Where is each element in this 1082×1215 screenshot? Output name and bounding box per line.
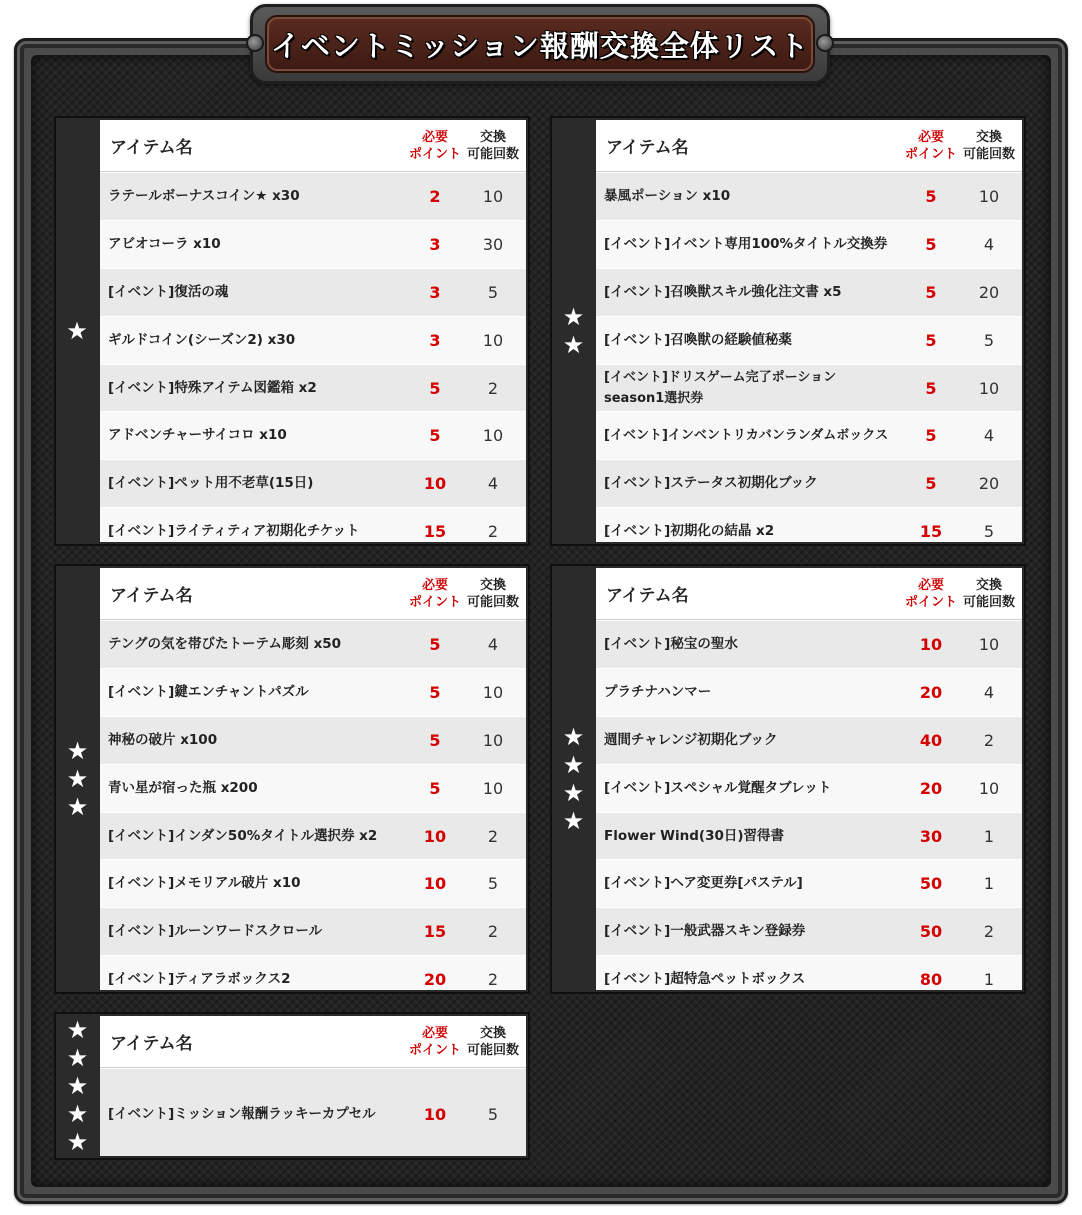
star-rating-icon bbox=[56, 1014, 98, 1158]
item-points: 10 bbox=[423, 474, 447, 494]
item-count: 1 bbox=[983, 874, 995, 894]
star-rating-icon bbox=[56, 566, 98, 992]
table-row bbox=[596, 668, 1022, 716]
item-name: アビオコーラ x10 bbox=[108, 235, 221, 252]
item-count: 4 bbox=[487, 474, 499, 494]
col-count-line2: 可能回数 bbox=[466, 594, 519, 610]
col-count-line2: 可能回数 bbox=[466, 146, 519, 162]
col-points bbox=[406, 1025, 464, 1059]
table-row bbox=[596, 411, 1022, 459]
item-name: [イベント]インベントリカバンランダムボックス bbox=[604, 428, 889, 444]
table-row bbox=[100, 716, 526, 764]
item-points: 10 bbox=[423, 826, 447, 846]
item-count: 5 bbox=[983, 522, 995, 542]
item-points: 10 bbox=[423, 1104, 447, 1124]
star-rating-text: ★★★★★ bbox=[63, 1016, 92, 1156]
table-row bbox=[100, 411, 526, 459]
col-item-name: アイテム名 bbox=[110, 138, 193, 158]
item-count: 5 bbox=[487, 282, 499, 302]
table-row bbox=[100, 459, 526, 507]
item-name: [イベント]召喚獣スキル強化注文書 x5 bbox=[604, 283, 842, 300]
item-name: アドベンチャーサイコロ x10 bbox=[108, 427, 287, 444]
item-count: 10 bbox=[482, 730, 504, 750]
col-count-line1: 交換 bbox=[479, 577, 506, 593]
item-name: テングの気を帯びたトーテム彫刻 x50 bbox=[108, 635, 342, 652]
item-points: 2 bbox=[429, 186, 441, 206]
table-row bbox=[100, 764, 526, 812]
star-rating-text: ★★ bbox=[559, 303, 588, 359]
bolt-left-icon bbox=[246, 34, 264, 52]
table-row bbox=[596, 220, 1022, 268]
table-row bbox=[100, 620, 526, 668]
section-4-star bbox=[550, 564, 1026, 994]
table-row bbox=[596, 459, 1022, 507]
table-row bbox=[100, 1068, 526, 1156]
star-rating-icon bbox=[56, 118, 98, 544]
table-row bbox=[596, 268, 1022, 316]
section-1-star bbox=[54, 116, 530, 546]
table-row bbox=[596, 507, 1022, 542]
item-points: 5 bbox=[925, 282, 937, 302]
table-row bbox=[100, 316, 526, 364]
table-row bbox=[596, 812, 1022, 860]
item-name: [イベント]初期化の結晶 x2 bbox=[604, 523, 775, 540]
item-name: [イベント]秘宝の聖水 bbox=[604, 635, 738, 652]
title-inner bbox=[265, 15, 815, 73]
item-name: [イベント]復活の魂 bbox=[108, 283, 229, 300]
star-rating-text: ★★★★ bbox=[559, 723, 588, 835]
col-count-line1: 交換 bbox=[975, 577, 1002, 593]
item-name: [イベント]一般武器スキン登録券 bbox=[604, 923, 806, 940]
table-row bbox=[100, 907, 526, 955]
item-points: 20 bbox=[423, 970, 447, 990]
item-points: 20 bbox=[919, 778, 943, 798]
item-points: 15 bbox=[423, 922, 447, 942]
item-count: 10 bbox=[482, 330, 504, 350]
item-name: ラテールボーナスコイン★ x30 bbox=[108, 187, 300, 204]
item-count: 2 bbox=[487, 826, 499, 846]
col-points-line2: ポイント bbox=[904, 146, 957, 162]
item-count: 2 bbox=[487, 522, 499, 542]
item-name: [イベント]インダン50%タイトル選択券 x2 bbox=[108, 827, 378, 844]
table-row bbox=[100, 668, 526, 716]
table-header bbox=[100, 120, 526, 172]
item-points: 5 bbox=[925, 330, 937, 350]
item-points: 10 bbox=[423, 874, 447, 894]
item-count: 20 bbox=[978, 474, 1000, 494]
col-points bbox=[406, 129, 464, 163]
col-points-line2: ポイント bbox=[408, 1042, 461, 1058]
col-points bbox=[902, 129, 960, 163]
item-points: 15 bbox=[423, 522, 447, 542]
col-points bbox=[406, 577, 464, 611]
table-row bbox=[596, 716, 1022, 764]
star-rating-icon bbox=[552, 566, 594, 992]
item-count: 4 bbox=[983, 426, 995, 446]
item-points: 5 bbox=[925, 474, 937, 494]
item-name: [イベント]ルーンワードスクロール bbox=[108, 923, 323, 940]
col-points-line1: 必要 bbox=[917, 577, 944, 593]
item-count: 10 bbox=[978, 186, 1000, 206]
item-name: [イベント]ドリスゲーム完了ポーション season1選択券 bbox=[604, 370, 837, 406]
table-row bbox=[100, 955, 526, 990]
item-points: 5 bbox=[429, 378, 441, 398]
item-count: 10 bbox=[978, 634, 1000, 654]
bolt-right-icon bbox=[816, 34, 834, 52]
item-points: 5 bbox=[429, 778, 441, 798]
item-count: 2 bbox=[983, 730, 995, 750]
table-header bbox=[596, 120, 1022, 172]
col-points-line1: 必要 bbox=[421, 1025, 448, 1041]
star-rating-text: ★★★ bbox=[63, 737, 92, 821]
item-count: 5 bbox=[983, 330, 995, 350]
col-points-line2: ポイント bbox=[408, 146, 461, 162]
item-name: 週間チャレンジ初期化ブック bbox=[604, 731, 778, 748]
item-points: 20 bbox=[919, 682, 943, 702]
col-count bbox=[464, 577, 522, 611]
item-count: 20 bbox=[978, 282, 1000, 302]
item-points: 5 bbox=[925, 426, 937, 446]
item-points: 50 bbox=[919, 874, 943, 894]
item-name: ギルドコイン(シーズン2) x30 bbox=[108, 331, 296, 348]
item-points: 5 bbox=[429, 682, 441, 702]
item-points: 30 bbox=[919, 826, 943, 846]
item-count: 10 bbox=[482, 682, 504, 702]
star-rating-icon bbox=[552, 118, 594, 544]
table-row bbox=[100, 812, 526, 860]
item-points: 50 bbox=[919, 922, 943, 942]
item-count: 4 bbox=[983, 682, 995, 702]
item-count: 5 bbox=[487, 1104, 499, 1124]
table-header bbox=[596, 568, 1022, 620]
item-points: 15 bbox=[919, 522, 943, 542]
item-table bbox=[596, 568, 1022, 990]
col-count bbox=[960, 129, 1018, 163]
item-points: 3 bbox=[429, 234, 441, 254]
table-row bbox=[100, 220, 526, 268]
col-count bbox=[464, 129, 522, 163]
item-count: 10 bbox=[482, 778, 504, 798]
item-table bbox=[100, 1016, 526, 1156]
table-row bbox=[596, 316, 1022, 364]
item-count: 10 bbox=[978, 778, 1000, 798]
item-table bbox=[596, 120, 1022, 542]
item-name: [イベント]ミッション報酬ラッキーカプセル bbox=[108, 1105, 376, 1122]
col-points-line1: 必要 bbox=[421, 577, 448, 593]
col-count-line2: 可能回数 bbox=[466, 1042, 519, 1058]
table-row bbox=[596, 907, 1022, 955]
star-rating-text: ★ bbox=[66, 316, 88, 345]
table-row bbox=[596, 859, 1022, 907]
item-points: 5 bbox=[925, 186, 937, 206]
table-row bbox=[596, 620, 1022, 668]
table-row bbox=[596, 172, 1022, 220]
table-row bbox=[100, 364, 526, 412]
item-count: 2 bbox=[487, 970, 499, 990]
col-count bbox=[464, 1025, 522, 1059]
page-title: イベントミッション報酬交換全体リスト bbox=[270, 28, 810, 63]
table-row bbox=[100, 172, 526, 220]
col-count-line1: 交換 bbox=[975, 129, 1002, 145]
item-table bbox=[100, 568, 526, 990]
title-plate bbox=[250, 4, 830, 84]
col-item-name: アイテム名 bbox=[606, 586, 689, 606]
item-count: 4 bbox=[487, 634, 499, 654]
item-points: 5 bbox=[429, 634, 441, 654]
item-points: 80 bbox=[919, 970, 943, 990]
item-name: [イベント]ヘア変更券[パステル] bbox=[604, 875, 803, 892]
col-item-name: アイテム名 bbox=[606, 138, 689, 158]
item-name: [イベント]超特急ペットボックス bbox=[604, 971, 806, 988]
item-count: 4 bbox=[983, 234, 995, 254]
item-name: [イベント]メモリアル破片 x10 bbox=[108, 875, 301, 892]
col-count-line2: 可能回数 bbox=[962, 594, 1015, 610]
item-points: 5 bbox=[429, 426, 441, 446]
section-2-star bbox=[550, 116, 1026, 546]
item-points: 5 bbox=[429, 730, 441, 750]
item-name: プラチナハンマー bbox=[604, 683, 712, 700]
table-row bbox=[596, 764, 1022, 812]
item-count: 10 bbox=[978, 378, 1000, 398]
item-count: 1 bbox=[983, 826, 995, 846]
item-count: 5 bbox=[487, 874, 499, 894]
item-name: [イベント]スペシャル覚醒タブレット bbox=[604, 779, 832, 796]
col-points-line2: ポイント bbox=[904, 594, 957, 610]
item-name: [イベント]ステータス初期化ブック bbox=[604, 475, 818, 492]
item-count: 10 bbox=[482, 186, 504, 206]
item-points: 40 bbox=[919, 730, 943, 750]
item-name: [イベント]ペット用不老草(15日) bbox=[108, 475, 314, 492]
col-item-name: アイテム名 bbox=[110, 1034, 193, 1054]
item-count: 2 bbox=[983, 922, 995, 942]
item-name: 暴風ポーション x10 bbox=[604, 187, 731, 204]
col-points-line1: 必要 bbox=[421, 129, 448, 145]
item-name: [イベント]特殊アイテム図鑑箱 x2 bbox=[108, 379, 317, 396]
col-points bbox=[902, 577, 960, 611]
item-name: 青い星が宿った瓶 x200 bbox=[108, 779, 258, 796]
table-header bbox=[100, 568, 526, 620]
item-name: [イベント]ライティティア初期化チケット bbox=[108, 523, 360, 540]
item-points: 5 bbox=[925, 234, 937, 254]
item-name: 神秘の破片 x100 bbox=[108, 731, 218, 748]
item-points: 3 bbox=[429, 330, 441, 350]
item-name: [イベント]鍵エンチャントパズル bbox=[108, 683, 309, 700]
item-count: 2 bbox=[487, 378, 499, 398]
item-points: 10 bbox=[919, 634, 943, 654]
item-count: 10 bbox=[482, 426, 504, 446]
item-count: 2 bbox=[487, 922, 499, 942]
section-5-star bbox=[54, 1012, 530, 1160]
col-count-line2: 可能回数 bbox=[962, 146, 1015, 162]
item-name: [イベント]召喚獣の経験値秘薬 bbox=[604, 331, 792, 348]
item-count: 30 bbox=[482, 234, 504, 254]
col-item-name: アイテム名 bbox=[110, 586, 193, 606]
table-row bbox=[100, 268, 526, 316]
col-points-line2: ポイント bbox=[408, 594, 461, 610]
table-row bbox=[100, 859, 526, 907]
table-row bbox=[100, 507, 526, 542]
item-points: 5 bbox=[925, 378, 937, 398]
section-3-star bbox=[54, 564, 530, 994]
col-count bbox=[960, 577, 1018, 611]
item-count: 1 bbox=[983, 970, 995, 990]
table-row bbox=[596, 955, 1022, 990]
item-name: [イベント]イベント専用100%タイトル交換券 bbox=[604, 235, 888, 252]
col-points-line1: 必要 bbox=[917, 129, 944, 145]
item-points: 3 bbox=[429, 282, 441, 302]
col-count-line1: 交換 bbox=[479, 129, 506, 145]
item-name: Flower Wind(30日)習得書 bbox=[604, 827, 785, 844]
table-row bbox=[596, 364, 1022, 412]
col-count-line1: 交換 bbox=[479, 1025, 506, 1041]
item-name: [イベント]ティアラボックス2 bbox=[108, 971, 291, 988]
table-header bbox=[100, 1016, 526, 1068]
item-table bbox=[100, 120, 526, 542]
